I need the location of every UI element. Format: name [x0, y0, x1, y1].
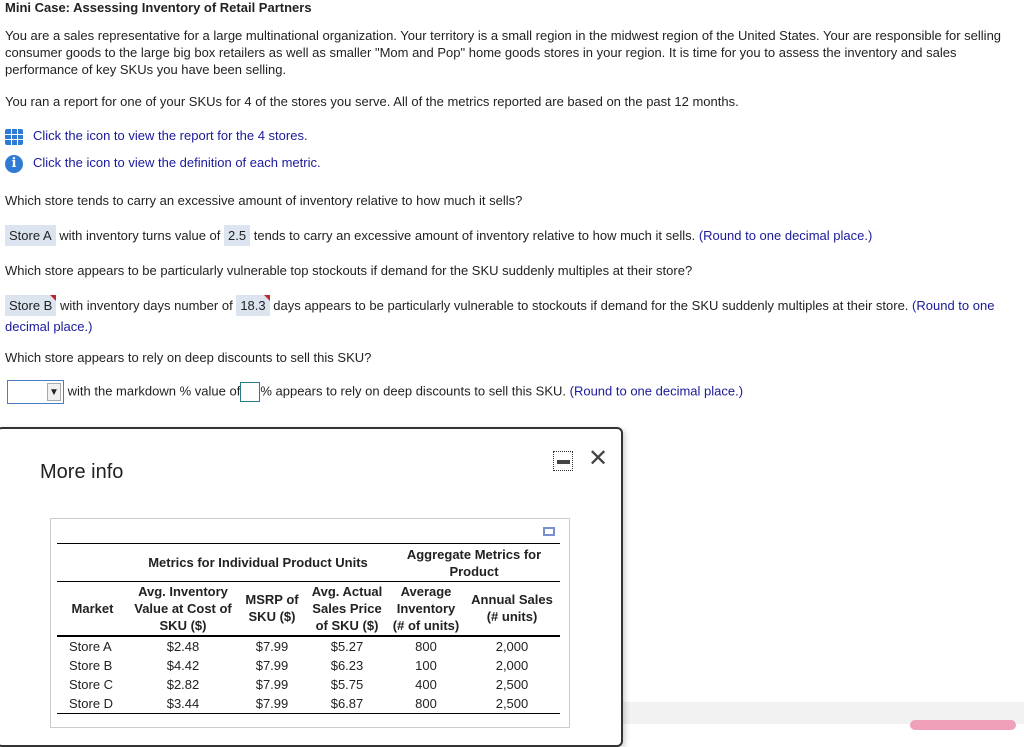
table-cell: $6.87 — [306, 694, 388, 714]
turns-input[interactable]: 2.5 — [224, 225, 250, 246]
answer-2-text: with inventory days number of — [59, 298, 233, 313]
table-cell: Store A — [69, 638, 112, 654]
store-dropdown-2[interactable]: Store B — [5, 295, 56, 316]
report-link[interactable] — [5, 127, 1020, 145]
answer-1-text: with inventory turns value of — [59, 228, 221, 243]
table-cell: $2.48 — [166, 638, 200, 654]
table-cell: 800 — [415, 638, 437, 654]
table-cell: $2.82 — [166, 676, 200, 692]
minimize-button[interactable] — [553, 451, 573, 471]
table-cell: 2,500 — [495, 676, 529, 692]
report-link-label[interactable]: Click the icon to view the report for the 4 stores. — [33, 128, 308, 143]
answer-1 — [5, 225, 1020, 246]
answer-1-text-2: tends to carry an excessive amount of inventory relative to how much it sells. — [253, 228, 696, 243]
table-cell: $7.99 — [238, 694, 306, 714]
table-cell: 2,000 — [495, 657, 529, 673]
table-cell: $4.42 — [166, 657, 200, 673]
table-cell: 2,000 — [495, 638, 529, 654]
store-dropdown-3[interactable] — [7, 380, 64, 404]
round-hint: (Round to one decimal place.) — [569, 383, 744, 399]
metrics-table — [57, 543, 560, 714]
table-row — [57, 694, 560, 714]
table-cell: $6.23 — [330, 657, 364, 673]
column-header: Annual Sales (# units) — [464, 582, 560, 636]
table-icon[interactable] — [5, 129, 23, 145]
table-cell: $5.27 — [330, 638, 364, 654]
table-row — [57, 675, 560, 694]
table-cell: $7.99 — [255, 638, 289, 654]
table-cell: $5.75 — [330, 676, 364, 692]
question-2: Which store appears to be particularly vulnerable top stockouts if demand for the SKU suddenly multiples at their store? — [5, 263, 693, 278]
dropdown-arrow-icon[interactable]: ▼ — [47, 383, 61, 401]
answer-2-text-2: days appears to be particularly vulnerable to stockouts if demand for the SKU suddenly multiples at their store. — [273, 298, 909, 313]
definition-link-label[interactable]: Click the icon to view the definition of each metric. — [33, 155, 321, 170]
answer-3-text-2: % appears to rely on deep discounts to sell this SKU. — [260, 383, 566, 399]
dialog-title: More info — [40, 461, 124, 483]
intro-text: You are a sales representative for a large multinational organization. Your territory is a small region in the midwest region of the United States. Your are responsible for selling consumer goods to the large big box retailers as well as smaller "Mom and Pop" home goods stores in your region. It is time for you to assess the inventory and sales performance of key SKUs you have been selling. — [5, 28, 1002, 77]
answer-3-text: with the markdown % value of — [67, 383, 241, 399]
footer-button[interactable] — [910, 720, 1016, 730]
table-cell: 400 — [415, 676, 437, 692]
column-header: Average Inventory (# of units) — [388, 582, 464, 636]
table-cell: 2,500 — [464, 694, 560, 714]
table-cell: $7.99 — [255, 676, 289, 692]
table-cell: Store D — [57, 694, 128, 714]
table-cell: $3.44 — [128, 694, 238, 714]
table-cell: Store B — [69, 657, 113, 673]
column-header: Market — [57, 582, 128, 636]
question-1: Which store tends to carry an excessive amount of inventory relative to how much it sells? — [5, 193, 523, 208]
group-header: Aggregate Metrics for Product — [388, 544, 560, 582]
info-icon[interactable]: i — [5, 155, 23, 173]
table-cell: Store C — [69, 676, 114, 692]
table-cell: $7.99 — [255, 657, 289, 673]
metrics-table-container — [50, 518, 570, 728]
close-button[interactable]: ✕ — [588, 445, 609, 472]
column-header: MSRP of SKU ($) — [238, 582, 306, 636]
definition-link[interactable] — [5, 154, 1020, 173]
markdown-input[interactable] — [240, 382, 260, 402]
more-info-dialog — [0, 427, 623, 747]
copy-icon[interactable] — [543, 527, 555, 536]
page-title: Mini Case: Assessing Inventory of Retail Partners — [5, 0, 312, 15]
column-header: Avg. Inventory Value at Cost of SKU ($) — [128, 582, 238, 636]
table-cell: 800 — [388, 694, 464, 714]
report-text: You ran a report for one of your SKUs for 4 of the stores you serve. All of the metrics reported are based on the past 12 months. — [5, 94, 739, 109]
days-input[interactable]: 18.3 — [236, 295, 269, 316]
column-header: Avg. Actual Sales Price of SKU ($) — [306, 582, 388, 636]
table-row — [57, 636, 560, 656]
store-dropdown-1[interactable]: Store A — [5, 225, 56, 246]
question-3: Which store appears to rely on deep discounts to sell this SKU? — [5, 350, 372, 365]
round-hint: (Round to one decimal place.) — [698, 228, 873, 243]
answer-3 — [7, 380, 1022, 404]
group-header: Metrics for Individual Product Units — [128, 544, 388, 582]
round-hint: (Round to one decimal place.) — [5, 298, 995, 334]
table-cell: 100 — [415, 657, 437, 673]
answer-2 — [5, 295, 1020, 337]
table-row — [57, 656, 560, 675]
